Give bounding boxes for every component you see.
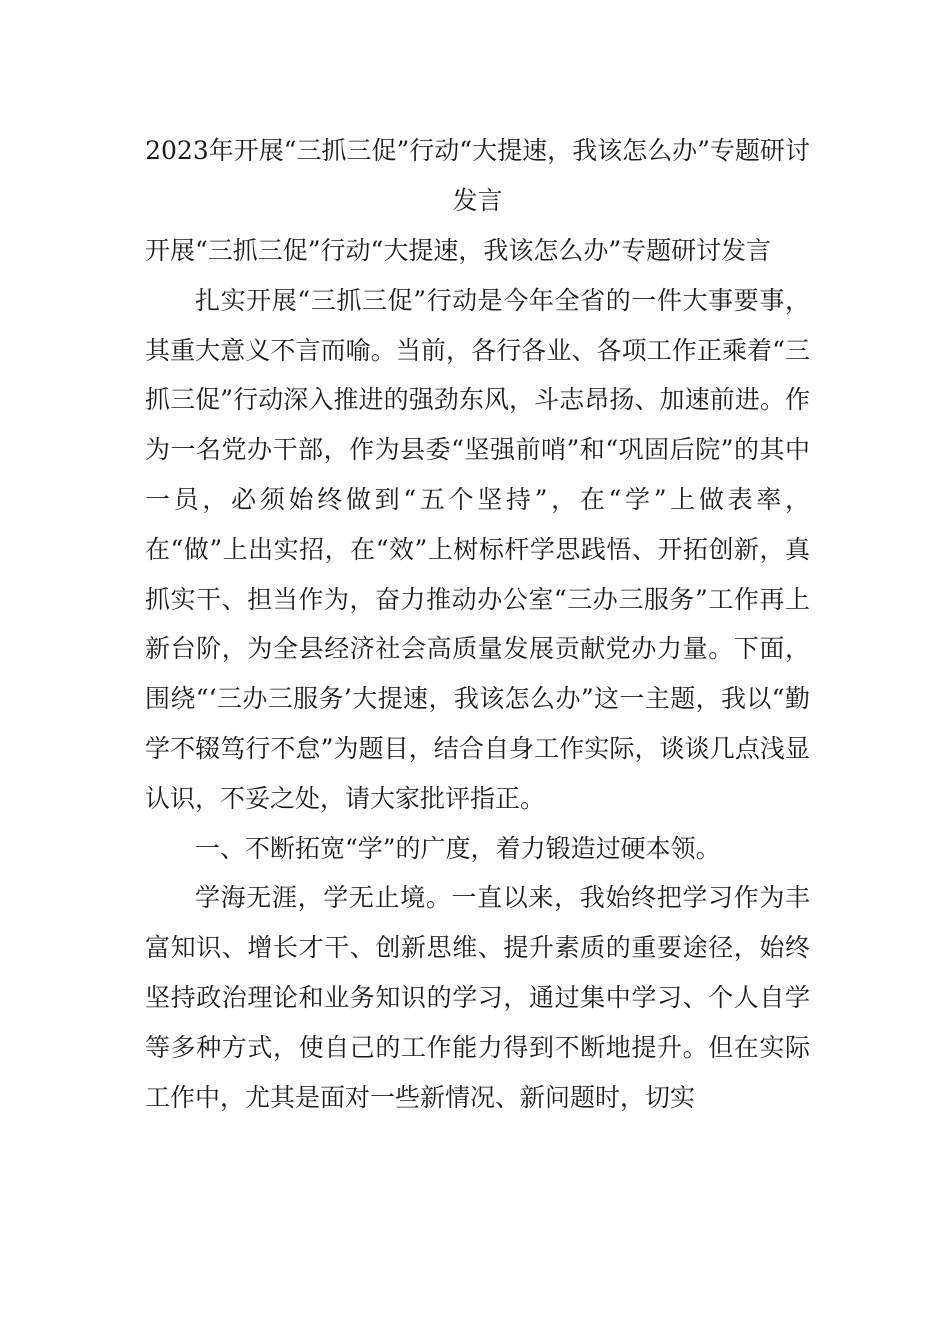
section-heading: 一、不断拓宽“学”的广度，着力锻造过硬本领。 (195, 833, 721, 863)
document-body (145, 126, 810, 1122)
document-subtitle: 开展“三抓三促”行动“大提速，我该怎么办”专题研讨发言 (145, 236, 772, 265)
intro-paragraph: 扎实开展“三抓三促”行动是今年全省的一件大事要事，其重大意义不言而喻。当前，各行各业、各项工作正乘着“三抓三促”行动深入推进的强劲东风，斗志昂扬、加速前进。作为一名党办干部，作为县委“坚强前哨”和“巩固后院”的其中一员，必须始终做到“五个坚持”，在“学”上做表率，在“做”上出实招，在“效”上树标杆学思践悟、开拓创新，真抓实干、担当作为，奋力推动办公室“三办三服务”工作再上新台阶，为全县经济社会高质量发展贡献党办力量。下面，围绕“‘三办三服务’大提速，我该怎么办”这一主题，我以“勤学不辍笃行不怠”为题目，结合自身工作实际，谈谈几点浅显认识，不妥之处，请大家批评指正。 (145, 285, 810, 813)
document-title: 2023年开展“三抓三促”行动“大提速，我该怎么办”专题研讨发言 (145, 136, 810, 215)
section-paragraph: 学海无涯，学无止境。一直以来，我始终把学习作为丰富知识、增长才干、创新思维、提升素质的重要途径，始终坚持政治理论和业务知识的学习，通过集中学习、个人自学等多种方式，使自己的工作能力得到不断地提升。但在实际工作中，尤其是面对一些新情况、新问题时，切实 (145, 883, 810, 1112)
